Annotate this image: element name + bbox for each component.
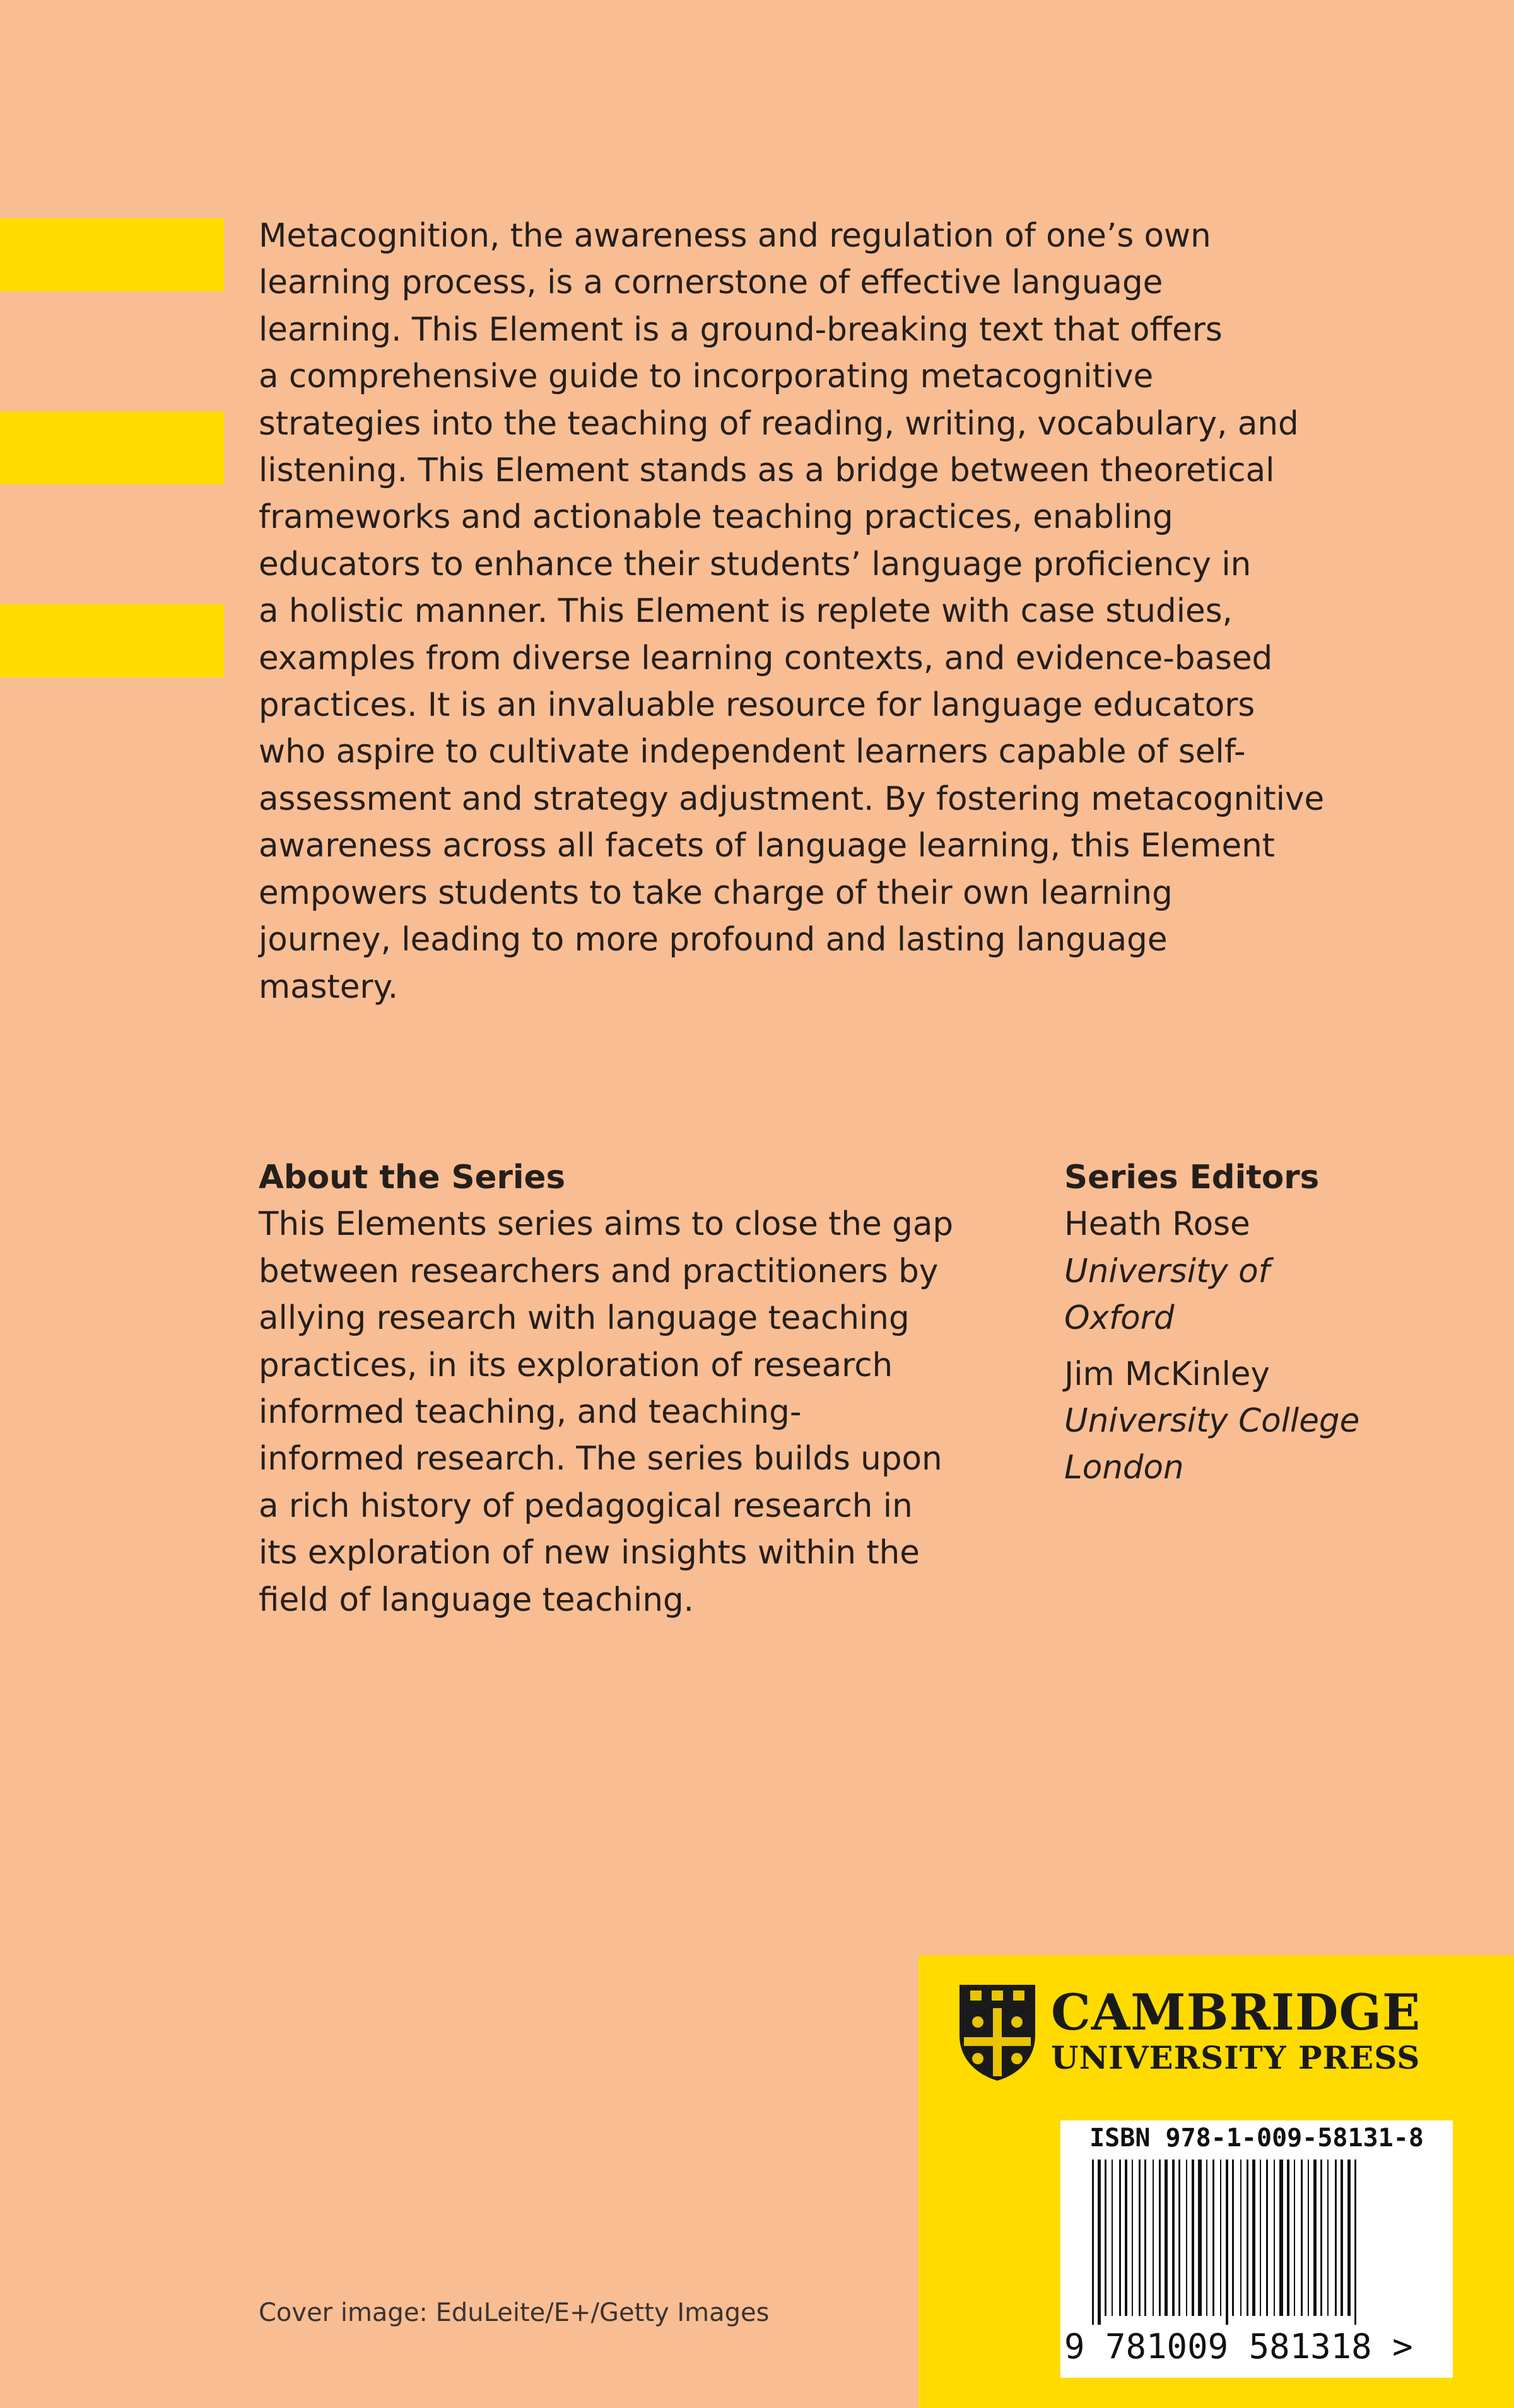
barcode-bar <box>1301 2160 1303 2316</box>
barcode-bar <box>1327 2160 1329 2316</box>
about-series-line: field of language teaching. <box>259 1581 695 1619</box>
blurb-line: mastery. <box>259 967 399 1006</box>
about-series-line: This Elements series aims to close the gap <box>259 1205 954 1244</box>
barcode-bar <box>1153 2160 1154 2316</box>
about-series-line: its exploration of new insights within the <box>259 1534 920 1572</box>
barcode-bar <box>1294 2160 1295 2316</box>
barcode-bars <box>1067 2160 1447 2325</box>
blurb-line: strategies into the teaching of reading, writing, vocabulary, and <box>259 404 1299 443</box>
editor-affiliation: London <box>1064 1449 1184 1487</box>
barcode-bar <box>1240 2160 1241 2316</box>
barcode-bar <box>1308 2160 1309 2316</box>
editor-affiliation: University College <box>1064 1402 1360 1441</box>
editor-name: Heath Rose <box>1064 1205 1250 1244</box>
editor-affiliation: University of <box>1064 1252 1270 1290</box>
publisher-name-line-2: UNIVERSITY PRESS <box>1051 2039 1421 2076</box>
about-series-line: informed research. The series builds upon <box>259 1440 942 1478</box>
barcode-bar <box>1335 2160 1337 2316</box>
barcode-bar <box>1159 2160 1161 2316</box>
barcode-bar <box>1347 2160 1351 2316</box>
blurb-line: listening. This Element stands as a bridge between theoretical <box>259 452 1275 490</box>
barcode-bar <box>1232 2160 1234 2316</box>
about-series-line: informed teaching, and teaching- <box>259 1393 802 1432</box>
barcode-bar <box>1226 2160 1228 2325</box>
blurb-line: journey, leading to more profound and lasting language <box>259 921 1168 959</box>
editor-affiliation: Oxford <box>1064 1299 1175 1338</box>
editor-name: Jim McKinley <box>1064 1355 1270 1393</box>
barcode-bar <box>1220 2160 1221 2316</box>
about-series-line: between researchers and practitioners by <box>259 1252 939 1290</box>
barcode-bar <box>1247 2160 1248 2316</box>
editor-entry <box>1064 1201 1443 1341</box>
blurb-line: frameworks and actionable teaching practices, enabling <box>259 498 1173 537</box>
blurb-line: Metacognition, the awareness and regulation of one’s own <box>259 217 1211 255</box>
barcode-bar <box>1212 2160 1214 2316</box>
blurb-line: a holistic manner. This Element is replete with case studies, <box>259 592 1233 631</box>
barcode-bar <box>1279 2160 1283 2316</box>
blurb-line: a comprehensive guide to incorporating metacognitive <box>259 358 1154 396</box>
barcode-bar <box>1266 2160 1268 2316</box>
barcode-bar <box>1274 2160 1275 2316</box>
blurb-line: learning. This Element is a ground-breaking text that offers <box>259 310 1223 349</box>
blurb-line: examples from diverse learning contexts, and evidence-based <box>259 639 1273 677</box>
blurb-line: learning process, is a cornerstone of effective language <box>259 264 1163 302</box>
accent-bar-top <box>0 218 224 291</box>
barcode-bar <box>1098 2160 1101 2325</box>
series-editors-heading: Series Editors <box>1064 1159 1320 1196</box>
university-shield-icon <box>956 1982 1038 2083</box>
barcode-bar <box>1132 2160 1133 2316</box>
barcode-bar <box>1165 2160 1168 2316</box>
blurb-line: practices. It is an invaluable resource for language educators <box>259 686 1255 725</box>
barcode-bar <box>1287 2160 1289 2316</box>
barcode-bar <box>1354 2160 1356 2325</box>
barcode-bar <box>1092 2160 1094 2325</box>
editor-entry <box>1064 1351 1443 1492</box>
barcode-bar <box>1144 2160 1146 2316</box>
barcode-bar <box>1198 2160 1202 2316</box>
barcode-bar <box>1206 2160 1207 2316</box>
barcode-bar <box>1252 2160 1255 2316</box>
barcode-bar <box>1172 2160 1175 2316</box>
isbn-barcode <box>1060 2120 1453 2378</box>
about-series-line: a rich history of pedagogical research in <box>259 1487 913 1525</box>
barcode-bar <box>1125 2160 1127 2316</box>
barcode-digits: 9 781009 581318 > <box>1064 2327 1413 2366</box>
about-series-line: practices, in its exploration of research <box>259 1346 893 1384</box>
about-series-heading: About the Series <box>259 1159 566 1196</box>
cover-image-credit: Cover image: EduLeite/E+/Getty Images <box>259 2298 770 2327</box>
publisher-panel <box>918 1955 1514 2408</box>
blurb-line: awareness across all facets of language learning, this Element <box>259 827 1275 865</box>
book-blurb <box>259 213 1445 1010</box>
about-series-section <box>259 1154 1016 1623</box>
publisher-name <box>1051 1985 1421 2076</box>
blurb-line: empowers students to take charge of their own learning <box>259 874 1173 912</box>
isbn-label: ISBN 978-1-009-58131-8 <box>1089 2124 1424 2153</box>
barcode-bar <box>1320 2160 1322 2316</box>
barcode-bar <box>1139 2160 1141 2316</box>
blurb-line: who aspire to cultivate independent learners capable of self- <box>259 733 1246 771</box>
series-editors-section <box>1064 1154 1443 1492</box>
accent-bar-middle <box>0 411 224 484</box>
barcode-bar <box>1105 2160 1106 2316</box>
barcode-bar <box>1112 2160 1113 2316</box>
about-series-line: allying research with language teaching <box>259 1299 910 1338</box>
blurb-line: educators to enhance their students’ language proficiency in <box>259 545 1252 583</box>
barcode-bar <box>1260 2160 1261 2316</box>
publisher-name-line-1: CAMBRIDGE <box>1051 1983 1421 2042</box>
barcode-bar <box>1119 2160 1121 2316</box>
blurb-line: assessment and strategy adjustment. By fostering metacognitive <box>259 780 1325 818</box>
barcode-bar <box>1192 2160 1194 2316</box>
barcode-bar <box>1178 2160 1180 2316</box>
accent-bar-bottom <box>0 604 224 677</box>
barcode-bar <box>1186 2160 1187 2316</box>
barcode-bar <box>1313 2160 1317 2316</box>
barcode-bar <box>1341 2160 1343 2316</box>
publisher-logo <box>956 1982 1499 2095</box>
